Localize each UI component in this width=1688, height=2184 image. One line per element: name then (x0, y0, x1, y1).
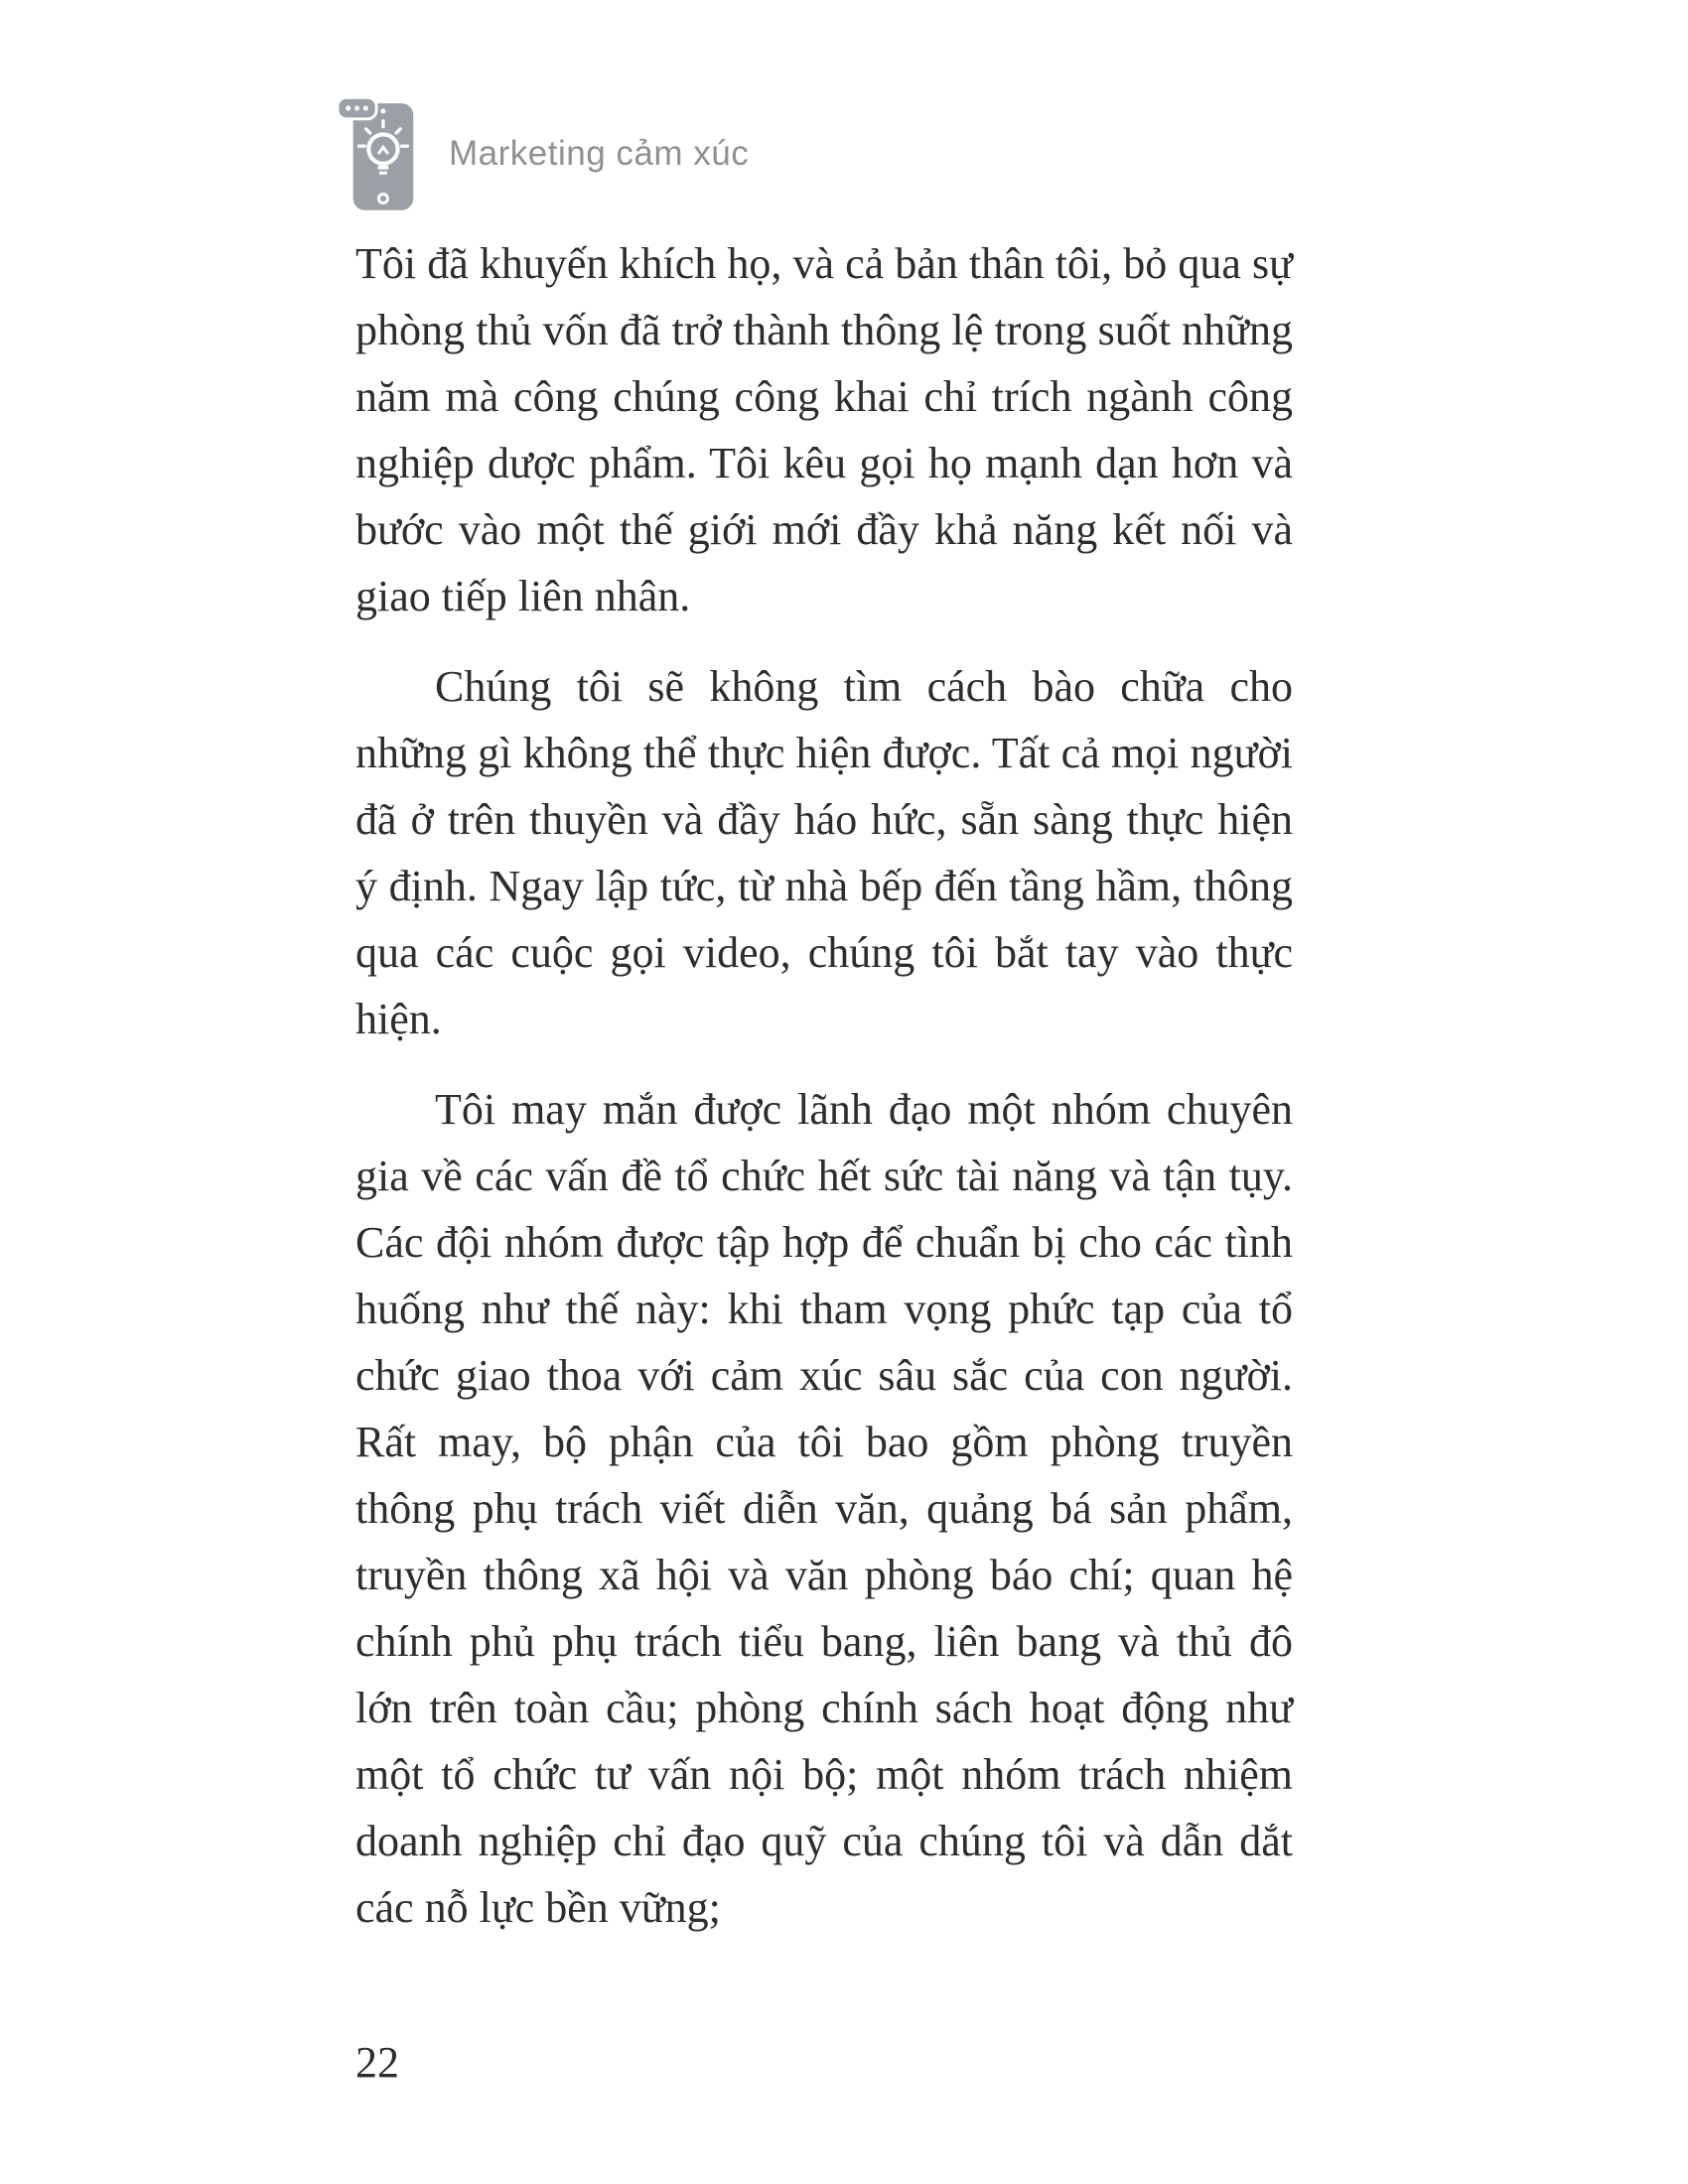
paragraph: Tôi may mắn được lãnh đạo một nhóm chuyên gia về các vấn đề tổ chức hết sức tài năng và tận tụy. Các đội nhóm được tập hợp để chuẩn bị cho các tình huống như thế này: khi tham vọng phức tạp của tổ chức giao thoa với cảm xúc sâu sắc của con người. Rất may, bộ phận của tôi bao gồm phòng truyền thông phụ trách viết diễn văn, quảng bá sản phẩm, truyền thông xã hội và văn phòng báo chí; quan hệ chính phủ phụ trách tiểu bang, liên bang và thủ đô lớn trên toàn cầu; phòng chính sách hoạt động như một tổ chức tư vấn nội bộ; một nhóm trách nhiệm doanh nghiệp chỉ đạo quỹ của chúng tôi và dẫn dắt các nỗ lực bền vững; (355, 1085, 1293, 1932)
page-header (336, 95, 749, 212)
running-head-title: Marketing cảm xúc (449, 134, 750, 173)
body-text-block (355, 230, 1293, 1965)
page-footer (355, 2037, 399, 2088)
paragraph: Chúng tôi sẽ không tìm cách bào chữa cho những gì không thể thực hiện được. Tất cả mọi người đã ở trên thuyền và đầy háo hức, sẵn sàng thực hiện ý định. Ngay lập tức, từ nhà bếp đến tầng hầm, thông qua các cuộc gọi video, chúng tôi bắt tay vào thực hiện. (355, 662, 1293, 1043)
phone-lightbulb-icon (336, 95, 423, 212)
page-number: 22 (355, 2038, 399, 2087)
paragraph: Tôi đã khuyến khích họ, và cả bản thân tôi, bỏ qua sự phòng thủ vốn đã trở thành thông lệ trong suốt những năm mà công chúng công khai chỉ trích ngành công nghiệp dược phẩm. Tôi kêu gọi họ mạnh dạn hơn và bước vào một thế giới mới đầy khả năng kết nối và giao tiếp liên nhân. (355, 239, 1293, 620)
